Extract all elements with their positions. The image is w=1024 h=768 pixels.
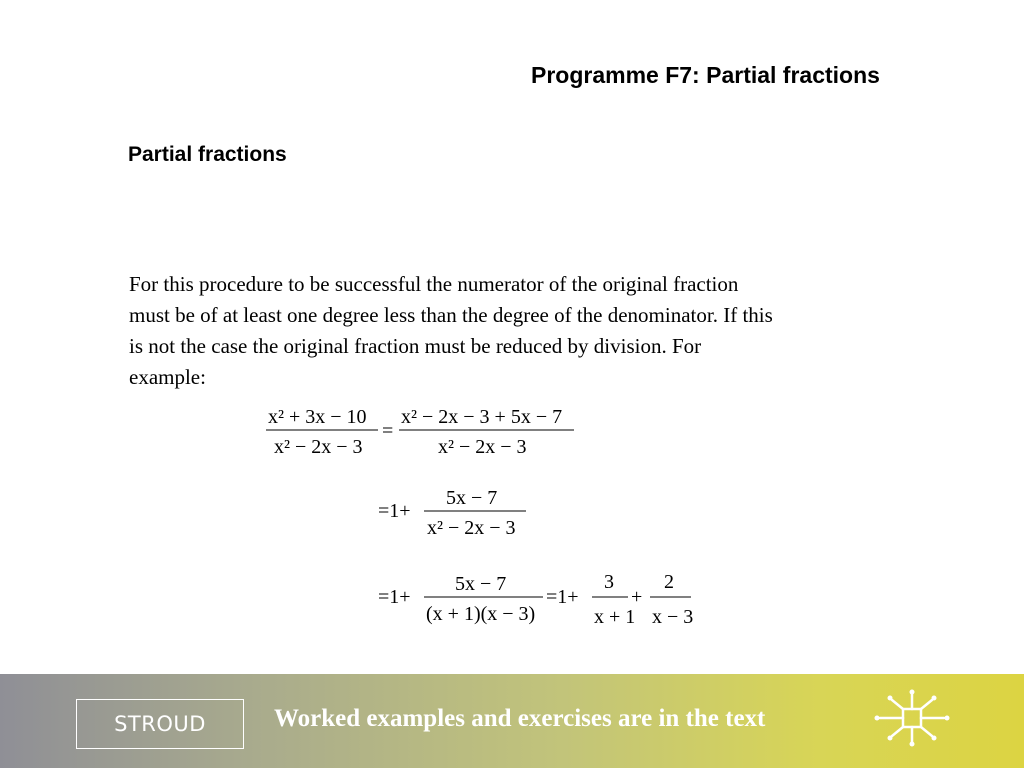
eq1-lhs-numerator: x² + 3x − 10 [268,406,367,428]
body-line: For this procedure to be successful the numerator of the original fraction [129,272,739,296]
eq3-numerator: 5x − 7 [455,573,507,595]
eq3-frac1-numerator: 3 [604,571,614,593]
eq2-numerator: 5x − 7 [446,487,498,509]
equation-2 [378,487,526,539]
body-line: is not the case the original fraction must be reduced by division. For [129,334,702,358]
eq1-rhs-numerator: x² − 2x − 3 + 5x − 7 [401,406,563,428]
eq1-equals: = [382,420,394,442]
eq2-prefix: =1+ [378,500,411,522]
stroud-brand-label: STROUD [114,712,206,736]
eq1-rhs-denominator: x² − 2x − 3 [438,436,527,458]
eq3-denominator: (x + 1)(x − 3) [426,603,536,625]
footer-bar [0,674,1024,768]
eq1-lhs-denominator: x² − 2x − 3 [274,436,363,458]
eq3-frac2-denominator: x − 3 [652,606,694,628]
body-line: example: [129,365,206,389]
programme-title: Programme F7: Partial fractions [531,62,880,88]
section-title: Partial fractions [128,143,287,166]
eq3-frac1-denominator: x + 1 [594,606,636,628]
footer-text: Worked examples and exercises are in the text [274,705,766,732]
equation-1 [266,406,574,458]
equation-3 [378,571,693,628]
body-line: must be of at least one degree less than the degree of the denominator. If this [129,303,773,327]
eq3-plus: + [631,586,643,608]
eq3-mid: =1+ [546,586,579,608]
eq3-frac2-numerator: 2 [664,571,674,593]
eq3-prefix: =1+ [378,586,411,608]
stroud-brand-box [76,699,244,749]
network-node-icon [872,688,952,748]
eq2-denominator: x² − 2x − 3 [427,517,516,539]
